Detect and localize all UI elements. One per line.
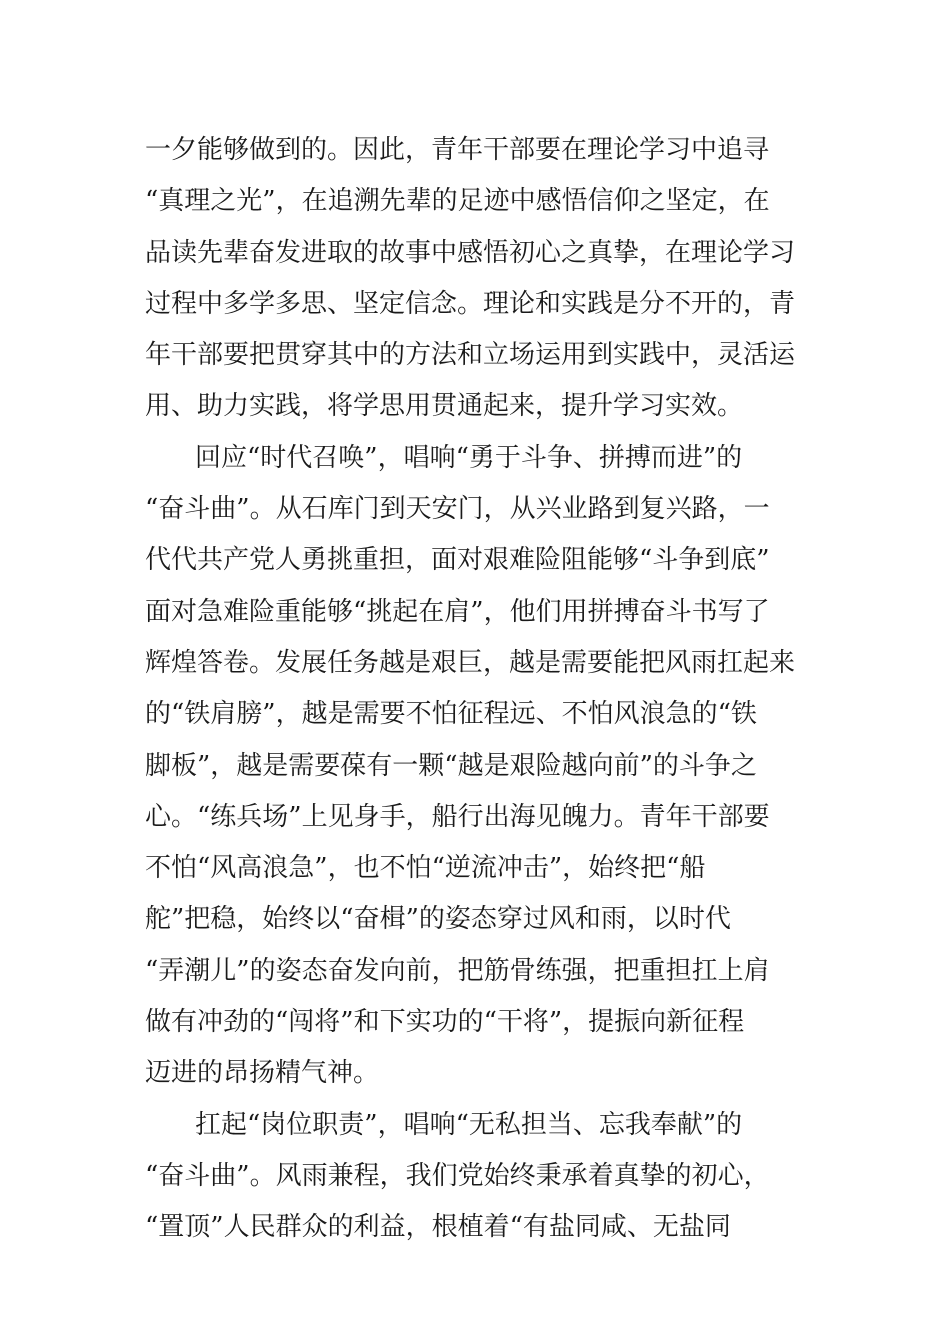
- text-line-14: 心。“练兵场”上见身手，船行出海见魄力。青年干部要: [145, 801, 770, 832]
- text-line-21: “奋斗曲”。风雨兼程，我们党始终秉承着真挚的初心，: [145, 1160, 770, 1191]
- text-line-4: 过程中多学多思、坚定信念。理论和实践是分不开的，青: [145, 288, 796, 319]
- text-line-16: 舵”把稳，始终以“奋楫”的姿态穿过风和雨，以时代: [145, 904, 731, 935]
- paragraph-start-line-20: 扛起“岗位职责”，唱响“无私担当、忘我奉献”的: [195, 1109, 743, 1140]
- body-text: [145, 125, 810, 1254]
- text-line-15: 不怕“风高浪急”，也不怕“逆流冲击”，始终把“船: [145, 853, 706, 884]
- text-line-9: 代代共产党人勇挑重担，面对艰难险阻能够“斗争到底”: [145, 545, 770, 576]
- text-line-22: “置顶”人民群众的利益，根植着“有盐同咸、无盐同: [145, 1212, 731, 1243]
- text-line-11: 辉煌答卷。发展任务越是艰巨，越是需要能把风雨扛起来: [145, 647, 796, 678]
- text-line-10: 面对急难险重能够“挑起在肩”，他们用拼搏奋斗书写了: [145, 596, 770, 627]
- text-line-3: 品读先辈奋发进取的故事中感悟初心之真挚，在理论学习: [145, 237, 796, 268]
- text-line-5: 年干部要把贯穿其中的方法和立场运用到实践中，灵活运: [145, 340, 796, 371]
- text-line-18: 做有冲劲的“闯将”和下实功的“干将”，提振向新征程: [145, 1007, 745, 1038]
- text-line-17: “弄潮儿”的姿态奋发向前，把筋骨练强，把重担扛上肩: [145, 955, 770, 986]
- text-line-12: 的“铁肩膀”，越是需要不怕征程远、不怕风浪急的“铁: [145, 699, 757, 730]
- text-line-13: 脚板”，越是需要葆有一颗“越是艰险越向前”的斗争之: [145, 750, 757, 781]
- text-line-19: 迈进的昂扬精气神。: [145, 1058, 380, 1089]
- text-line-6: 用、助力实践，将学思用贯通起来，提升学习实效。: [145, 391, 744, 422]
- text-line-8: “奋斗曲”。从石库门到天安门，从兴业路到复兴路，一: [145, 494, 770, 525]
- text-line-1: 一夕能够做到的。因此，青年干部要在理论学习中追寻: [145, 135, 770, 165]
- text-line-2: “真理之光”，在追溯先辈的足迹中感悟信仰之坚定，在: [145, 186, 770, 217]
- paragraph-start-line-7: 回应“时代召唤”，唱响“勇于斗争、拼搏而进”的: [195, 442, 743, 473]
